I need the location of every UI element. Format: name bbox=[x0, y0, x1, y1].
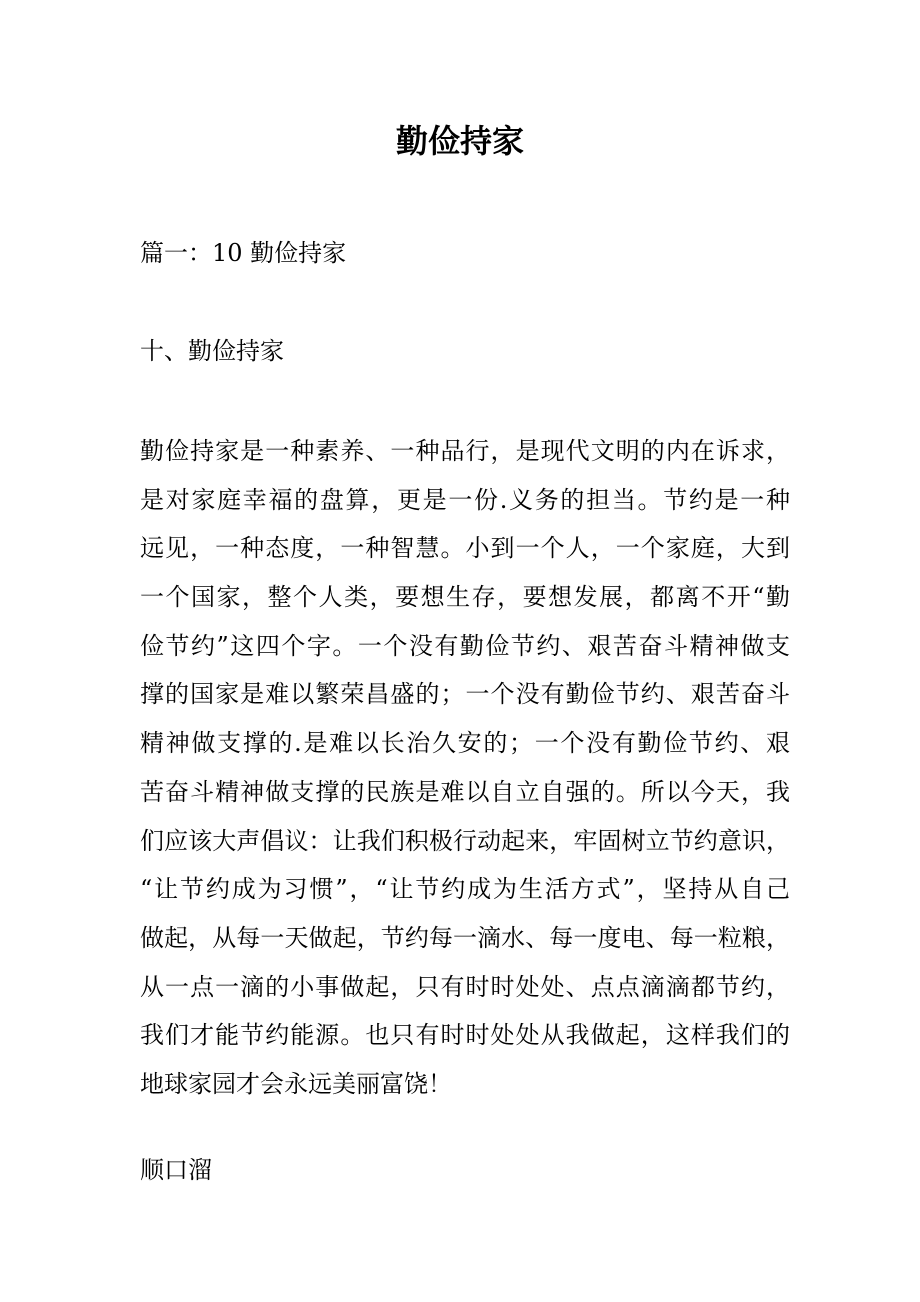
document-title: 勤俭持家 bbox=[395, 122, 524, 160]
paragraph-line: 是对家庭幸福的盘算，更是一份.义务的担当。节约是一种 bbox=[140, 485, 790, 514]
paragraph-line: “让节约成为习惯”，“让节约成为生活方式”，坚持从自己 bbox=[140, 875, 790, 904]
section-heading: 篇一：10 勤俭持家 bbox=[140, 239, 347, 267]
paragraph-line: 苦奋斗精神做支撑的民族是难以自立自强的。所以今天，我 bbox=[140, 777, 790, 806]
sub-heading: 十、勤俭持家 bbox=[140, 337, 284, 365]
paragraph-line: 我们才能节约能源。也只有时时处处从我做起，这样我们的 bbox=[140, 1021, 790, 1050]
paragraph-line: 俭节约”这四个字。一个没有勤俭节约、艰苦奋斗精神做支 bbox=[140, 631, 790, 660]
paragraph-line: 远见，一种态度，一种智慧。小到一个人，一个家庭，大到 bbox=[140, 534, 790, 563]
paragraph-line: 精神做支撑的.是难以长治久安的；一个没有勤俭节约、艰 bbox=[140, 729, 790, 758]
body-paragraph bbox=[140, 427, 790, 1109]
paragraph-line: 做起，从每一天做起，节约每一滴水、每一度电、每一粒粮， bbox=[140, 923, 790, 952]
paragraph-line: 勤俭持家是一种素养、一种品行，是现代文明的内在诉求， bbox=[140, 437, 790, 465]
paragraph-line: 从一点一滴的小事做起，只有时时处处、点点滴滴都节约， bbox=[140, 972, 790, 1001]
paragraph-line: 们应该大声倡议：让我们积极行动起来，牢固树立节约意识， bbox=[140, 826, 790, 855]
paragraph-line: 一个国家，整个人类，要想生存，要想发展，都离不开“勤 bbox=[140, 583, 790, 612]
footer-heading: 顺口溜 bbox=[140, 1156, 212, 1184]
paragraph-line: 撑的国家是难以繁荣昌盛的；一个没有勤俭节约、艰苦奋斗 bbox=[140, 680, 790, 709]
paragraph-line: 地球家园才会永远美丽富饶！ bbox=[140, 1069, 452, 1098]
